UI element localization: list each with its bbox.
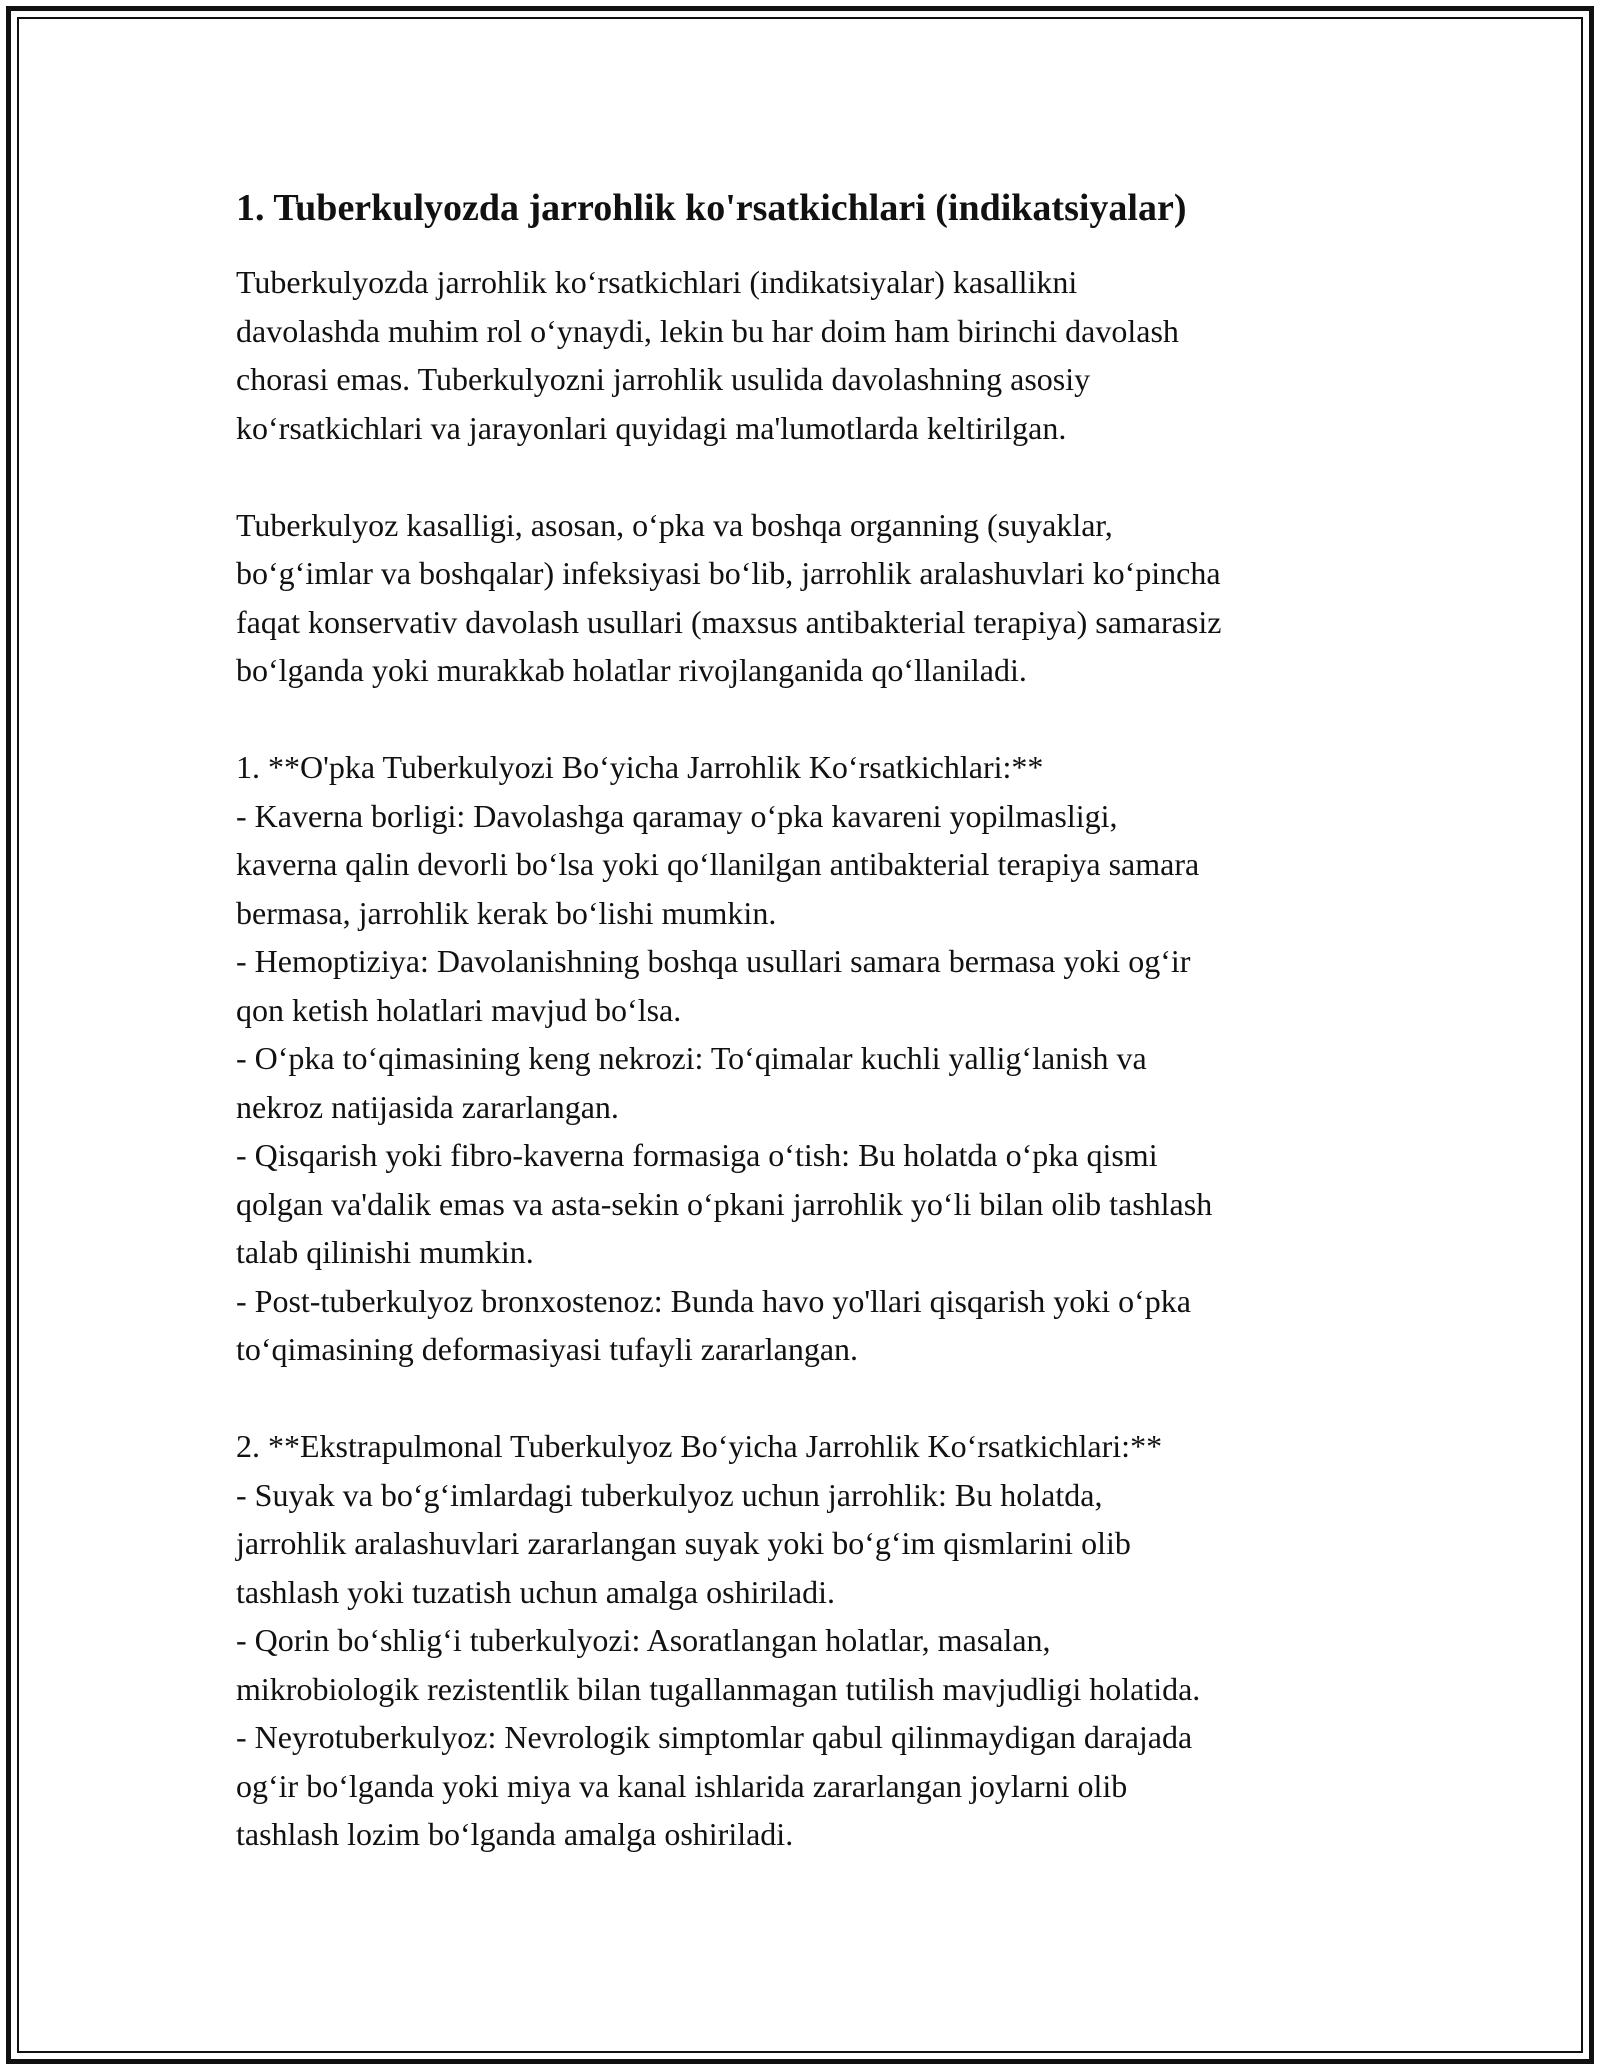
paragraph-gap bbox=[236, 1374, 1376, 1423]
document-body bbox=[236, 184, 1376, 1859]
paragraph-gap bbox=[236, 452, 1376, 501]
paragraph-gap bbox=[236, 695, 1376, 744]
pulmonary-indications-section: 1. **O'pka Tuberkulyozi Bo‘yicha Jarrohlik Ko‘rsatkichlari:** - Kaverna borligi: Davolashga qaramay o‘pka kavareni yopilmasligi, kaverna qalin devorli bo‘lsa yoki qo‘llanilgan antibakterial terapiya samara bermasa, jarrohlik kerak bo‘lishi mumkin. - Hemoptiziya: Davolanishning boshqa usullari samara bermasa yoki og‘ir qon ketish holatlari mavjud bo‘lsa. - O‘pka to‘qimasining keng nekrozi: To‘qimalar kuchli yallig‘lanish va nekroz natijasida zararlangan. - Qisqarish yoki fibro-kaverna formasiga o‘tish: Bu holatda o‘pka qismi qolgan va'dalik emas va asta-sekin o‘pkani jarrohlik yo‘li bilan olib tashlash talab qilinishi mumkin. - Post-tuberkulyoz bronxostenoz: Bunda havo yo'llari qisqarish yoki o‘pka to‘qimasining deformasiyasi tufayli zararlangan. bbox=[236, 749, 1213, 1367]
document-title: 1. Tuberkulyozda jarrohlik ko'rsatkichlari (indikatsiyalar) bbox=[236, 187, 1187, 229]
overview-paragraph: Tuberkulyoz kasalligi, asosan, o‘pka va boshqa organning (suyaklar, bo‘g‘imlar va boshqalar) infeksiyasi bo‘lib, jarrohlik aralashuvlari ko‘pincha faqat konservativ davolash usullari (maxsus antibakterial terapiya) samarasiz bo‘lganda yoki murakkab holatlar rivojlanganida qo‘llaniladi. bbox=[236, 506, 1222, 688]
intro-paragraph: Tuberkulyozda jarrohlik ko‘rsatkichlari (indikatsiyalar) kasallikni davolashda muhim rol o‘ynaydi, lekin bu har doim ham birinchi davolash chorasi emas. Tuberkulyozni jarrohlik usulida davolashning asosiy ko‘rsatkichlari va jarayonlari quyidagi ma'lumotlarda keltirilgan. bbox=[236, 264, 1179, 446]
extrapulmonary-indications-section: 2. **Ekstrapulmonal Tuberkulyoz Bo‘yicha Jarrohlik Ko‘rsatkichlari:** - Suyak va bo‘g‘imlardagi tuberkulyoz uchun jarrohlik: Bu holatda, jarrohlik aralashuvlari zararlangan suyak yoki bo‘g‘im qismlarini olib tashlash yoki tuzatish uchun amalga oshiriladi. - Qorin bo‘shlig‘i tuberkulyozi: Asoratlangan holatlar, masalan, mikrobiologik rezistentlik bilan tugallanmagan tutilish mavjudligi holatida. - Neyrotuberkulyoz: Nevrologik simptomlar qabul qilinmaydigan darajada og‘ir bo‘lganda yoki miya va kanal ishlarida zararlangan joylarni olib tashlash lozim bo‘lganda amalga oshiriladi. bbox=[236, 1428, 1201, 1852]
